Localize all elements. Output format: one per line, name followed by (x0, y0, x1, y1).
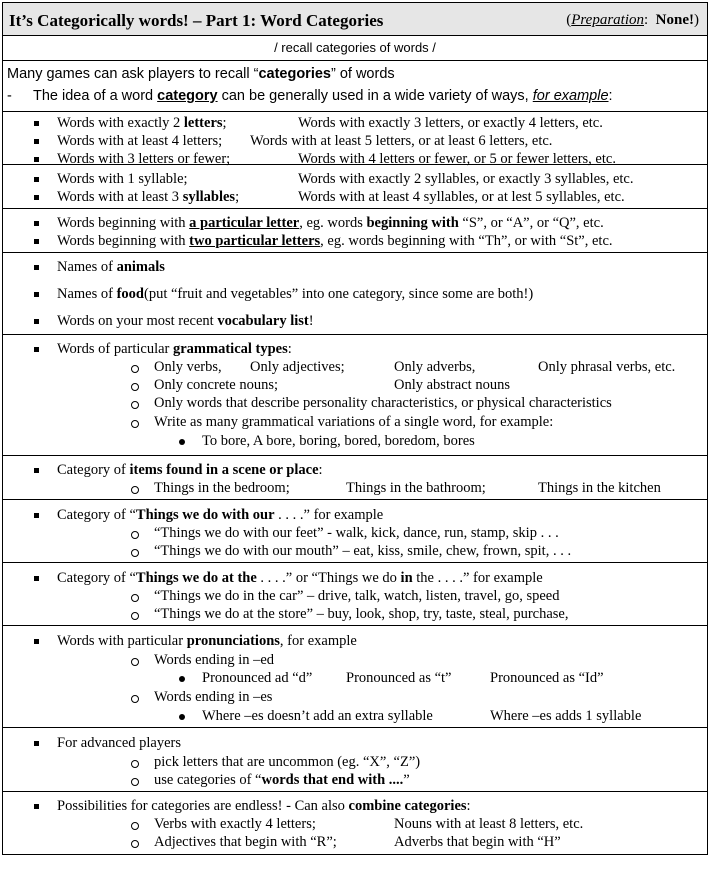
section-syllables (3, 165, 708, 209)
list-item: Pronounced as “Id” (490, 670, 604, 686)
list-item: Words with 4 letters or fewer, or 5 or fewer letters, etc. (298, 151, 616, 167)
list-item: Pronounced as “t” (346, 670, 452, 686)
list-item: Words with at least 5 letters, or at least 6 letters, etc. (250, 133, 553, 149)
list-item: Words ending in –ed (154, 652, 275, 668)
bullet-square (34, 292, 39, 297)
bullet-square (34, 804, 39, 809)
subtitle: / recall categories of words / (3, 36, 708, 61)
list-item: “Things we do with our feet” - walk, kick, dance, run, stamp, skip . . . (154, 525, 559, 541)
list-item: Only concrete nouns; (154, 377, 279, 393)
list-item: Words of particular grammatical types: (57, 341, 292, 357)
section-do-with (3, 500, 708, 563)
bullet-circle (131, 840, 139, 848)
bullet-square (34, 177, 39, 182)
bullet-square (34, 157, 39, 162)
list-item: pick letters that are uncommon (eg. “X”, “Z”) (154, 754, 421, 770)
bullet-dot (179, 676, 185, 682)
section-names (3, 253, 708, 335)
bullet-square (34, 576, 39, 581)
bullet-circle (131, 695, 139, 703)
list-item: Category of “Things we do at the . . . .” or “Things we do in the . . . .” for example (57, 570, 543, 586)
list-item: use categories of “words that end with ....” (154, 772, 410, 788)
section-beginning (3, 209, 708, 253)
bullet-square (34, 195, 39, 200)
list-item: Nouns with at least 8 letters, etc. (394, 816, 584, 832)
list-item: Words with exactly 2 syllables, or exactly 3 syllables, etc. (298, 171, 634, 187)
list-item: To bore, A bore, boring, bored, boredom, bores (202, 433, 475, 449)
bullet-square (34, 265, 39, 270)
list-item: Only adverbs, (394, 359, 476, 375)
list-item: Only abstract nouns (394, 377, 510, 393)
bullet-square (34, 741, 39, 746)
list-item: Write as many grammatical variations of a single word, for example: (154, 414, 554, 430)
list-item: Words with at least 4 letters; (57, 133, 223, 149)
list-item: Things in the kitchen (538, 480, 661, 496)
bullet-circle (131, 531, 139, 539)
bullet-circle (131, 420, 139, 428)
list-item: Only adjectives; (250, 359, 345, 375)
list-item: Adjectives that begin with “R”; (154, 834, 337, 850)
section-grammar (3, 335, 708, 456)
list-item: Words with at least 4 syllables, or at lest 5 syllables, etc. (298, 189, 625, 205)
list-item: Words with particular pronunciations, for example (57, 633, 357, 649)
bullet-circle (131, 365, 139, 373)
intro-dash: - (7, 88, 12, 104)
list-item: “Things we do at the store” – buy, look, shop, try, taste, steal, purchase, (154, 606, 569, 622)
list-item: Words ending in –es (154, 689, 273, 705)
list-item: “Things we do with our mouth” – eat, kiss, smile, chew, frown, spit, . . . (154, 543, 572, 559)
list-item: Only phrasal verbs, etc. (538, 359, 676, 375)
preparation-value: None! (655, 12, 694, 28)
bullet-square (34, 139, 39, 144)
list-item: Category of “Things we do with our . . . .” for example (57, 507, 384, 523)
bullet-circle (131, 612, 139, 620)
list-item: Only verbs, (154, 359, 222, 375)
section-letters (3, 112, 708, 165)
section-endless (3, 792, 708, 855)
intro-section (3, 61, 708, 112)
bullet-circle (131, 383, 139, 391)
list-item: Names of animals (57, 259, 165, 275)
bullet-dot (179, 714, 185, 720)
bullet-square (34, 239, 39, 244)
list-item: Things in the bathroom; (346, 480, 486, 496)
list-item: Things in the bedroom; (154, 480, 290, 496)
list-item: Words beginning with two particular letters, eg. words beginning with “Th”, or with “St”, etc. (57, 233, 613, 249)
worksheet-table (2, 2, 708, 855)
bullet-circle (131, 658, 139, 666)
list-item: Words with 1 syllable; (57, 171, 188, 187)
preparation-note: (Preparation: None!) (566, 12, 699, 28)
list-item: “Things we do in the car” – drive, talk, watch, listen, travel, go, speed (154, 588, 560, 604)
list-item: Possibilities for categories are endless! - Can also combine categories: (57, 798, 471, 814)
list-item: Words with exactly 2 letters; (57, 115, 227, 131)
bullet-square (34, 121, 39, 126)
bullet-circle (131, 549, 139, 557)
title-bar (3, 3, 708, 36)
section-do-at (3, 563, 708, 626)
intro-line-2: The idea of a word category can be generally used in a wide variety of ways, for example: (33, 88, 613, 104)
bullet-square (34, 347, 39, 352)
list-item: Names of food(put “fruit and vegetables” into one category, since some are both!) (57, 286, 534, 302)
list-item: Where –es doesn’t add an extra syllable (202, 708, 433, 724)
bullet-circle (131, 778, 139, 786)
list-item: Words with at least 3 syllables; (57, 189, 240, 205)
bullet-circle (131, 486, 139, 494)
bullet-square (34, 513, 39, 518)
bullet-dot (179, 439, 185, 445)
list-item: Words on your most recent vocabulary list! (57, 313, 314, 329)
list-item: For advanced players (57, 735, 182, 751)
section-pronunciation (3, 626, 708, 728)
bullet-circle (131, 760, 139, 768)
list-item: Only words that describe personality characteristics, or physical characteristics (154, 395, 612, 411)
bullet-square (34, 639, 39, 644)
list-item: Where –es adds 1 syllable (490, 708, 642, 724)
list-item: Words with 3 letters or fewer; (57, 151, 231, 167)
list-item: Words beginning with a particular letter, eg. words beginning with “S”, or “A”, or “Q”, etc. (57, 215, 604, 231)
bullet-circle (131, 594, 139, 602)
section-scene (3, 456, 708, 500)
list-item: Verbs with exactly 4 letters; (154, 816, 316, 832)
section-advanced (3, 728, 708, 792)
bullet-square (34, 468, 39, 473)
bullet-circle (131, 822, 139, 830)
bullet-square (34, 319, 39, 324)
bullet-square (34, 221, 39, 226)
intro-line-1: Many games can ask players to recall “categories” of words (7, 66, 395, 82)
list-item: Pronounced ad “d” (202, 670, 313, 686)
bullet-circle (131, 401, 139, 409)
preparation-label: Preparation (571, 12, 644, 28)
list-item: Words with exactly 3 letters, or exactly 4 letters, etc. (298, 115, 603, 131)
page-title: It’s Categorically words! – Part 1: Word Categories (9, 11, 384, 30)
list-item: Category of items found in a scene or place: (57, 462, 323, 478)
list-item: Adverbs that begin with “H” (394, 834, 561, 850)
